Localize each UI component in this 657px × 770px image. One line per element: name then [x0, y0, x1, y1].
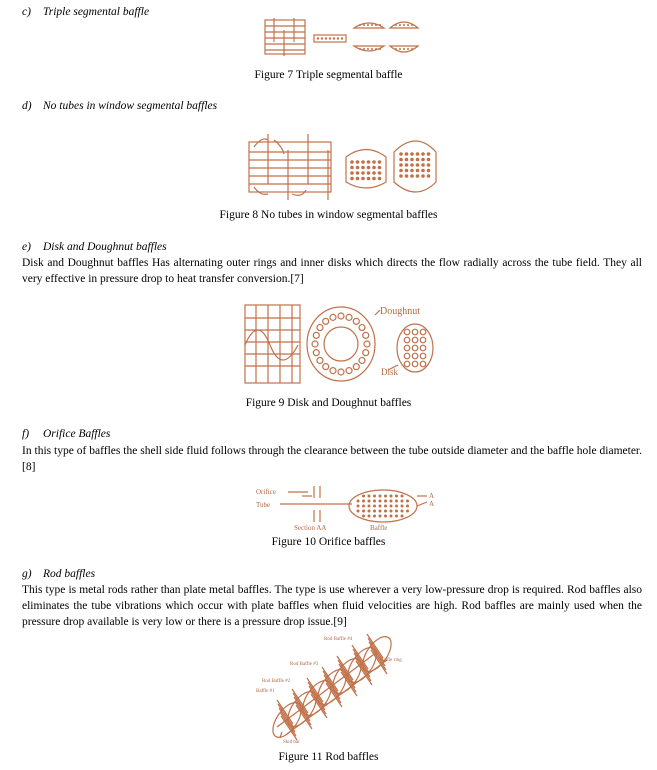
tube-hole: [401, 510, 404, 513]
tube-hole: [395, 500, 398, 503]
tube-hole: [356, 160, 360, 164]
tube-hole: [357, 510, 360, 513]
tube-hole: [420, 337, 426, 343]
figure-7-drawing: [262, 16, 422, 58]
tube-hole: [313, 332, 319, 338]
figure-7-caption: Figure 7 Triple segmental baffle: [254, 69, 403, 81]
tube-hole: [401, 515, 404, 518]
section-number: c): [22, 6, 31, 18]
rod-baffle-3-label: Rod Baffle #3: [290, 662, 319, 667]
rod-baffle-2-label: Rod Baffle #2: [262, 679, 291, 684]
tube-hole: [390, 495, 393, 498]
figure-9-caption: Figure 9 Disk and Doughnut baffles: [245, 397, 412, 409]
tube-hole: [395, 505, 398, 508]
tube-hole: [368, 510, 371, 513]
tube-hole: [427, 174, 431, 178]
section-number: d): [22, 100, 32, 112]
tube-hole: [353, 318, 359, 324]
tube-hole: [378, 171, 382, 175]
tube-hole: [410, 174, 414, 178]
tube-hole: [404, 353, 410, 359]
tube-hole: [399, 158, 403, 162]
tube-hole: [401, 505, 404, 508]
tube-hole: [367, 166, 371, 170]
tube-hole: [356, 166, 360, 170]
tube-hole: [421, 152, 425, 156]
tube-label: Tube: [256, 501, 271, 509]
tube-hole: [372, 171, 376, 175]
tube-hole: [357, 505, 360, 508]
tube-hole: [379, 500, 382, 503]
section-heading-disk-doughnut: [22, 241, 167, 253]
tube-hole: [313, 350, 319, 356]
rod: [324, 675, 340, 699]
tube-hole: [412, 337, 418, 343]
disk-label: Disk: [381, 367, 399, 377]
tube-hole: [356, 171, 360, 175]
tube-hole: [350, 160, 354, 164]
tube-hole: [350, 166, 354, 170]
tube-hole: [399, 163, 403, 167]
doughnut-label: Doughnut: [380, 306, 420, 317]
tube-hole: [421, 174, 425, 178]
tube-hole: [361, 160, 365, 164]
tube-hole: [338, 313, 344, 319]
tube-hole: [367, 177, 371, 181]
tube-hole: [372, 166, 376, 170]
tube-hole: [356, 177, 360, 181]
tube-hole: [410, 152, 414, 156]
tube-hole: [362, 505, 365, 508]
orifice-label: Orifice: [256, 488, 276, 496]
section-heading-orifice: [22, 428, 110, 440]
figure-11-drawing: [252, 632, 417, 747]
tube-hole: [406, 510, 409, 513]
tube-hole: [367, 160, 371, 164]
rod: [309, 686, 325, 710]
tube-hole: [401, 500, 404, 503]
tube-hole: [395, 510, 398, 513]
baffle-ring-label: Baffle ring: [380, 658, 402, 663]
tube-hole: [361, 166, 365, 170]
rod-baffle-4-label: Rod Baffle #4: [324, 637, 353, 642]
tube-hole: [346, 368, 352, 374]
rod: [354, 653, 370, 677]
tube-hole: [379, 515, 382, 518]
tube-hole: [317, 325, 323, 331]
tube-hole: [416, 163, 420, 167]
tube-hole: [368, 495, 371, 498]
tube-hole: [317, 357, 323, 363]
tube-hole: [412, 345, 418, 351]
tube-hole: [363, 332, 369, 338]
section-number: f): [22, 428, 30, 440]
tube-hole: [312, 341, 318, 347]
paragraph-disk-doughnut: Disk and Doughnut baffles Has alternating outer rings and inner disks which directs the flow radially across the tube field. They all very effective in pressure drop to heat transfer conversion.[7]: [22, 257, 642, 285]
tube-hole: [416, 169, 420, 173]
tube-hole: [359, 325, 365, 331]
tube-hole: [405, 163, 409, 167]
figure-10-drawing: [252, 484, 442, 534]
tube-hole: [361, 171, 365, 175]
figure-8-drawing: [246, 132, 441, 202]
tube-hole: [410, 169, 414, 173]
tube-hole: [384, 500, 387, 503]
tube-hole: [404, 361, 410, 367]
section-number: g): [22, 568, 32, 580]
tube-hole: [378, 177, 382, 181]
baffle-label: Baffle: [370, 524, 388, 532]
tube-hole: [373, 505, 376, 508]
rod: [339, 664, 355, 688]
tube-hole: [379, 510, 382, 513]
tube-hole: [373, 515, 376, 518]
section-heading-rod: [22, 568, 95, 580]
tube-hole: [362, 495, 365, 498]
tube-hole: [427, 152, 431, 156]
tube-hole: [405, 174, 409, 178]
tube-hole: [412, 329, 418, 335]
tube-hole: [363, 350, 369, 356]
tube-hole: [390, 515, 393, 518]
tube-hole: [420, 329, 426, 335]
tube-hole: [384, 510, 387, 513]
section-aa-label: Section AA: [294, 524, 327, 532]
tube-hole: [404, 345, 410, 351]
tube-hole: [362, 500, 365, 503]
tube-hole: [410, 163, 414, 167]
section-title: Triple segmental baffle: [43, 6, 150, 18]
tube-hole: [346, 314, 352, 320]
tube-hole: [357, 500, 360, 503]
tube-hole: [427, 163, 431, 167]
section-heading-no-tubes: [22, 100, 217, 112]
section-title: Orifice Baffles: [43, 428, 111, 440]
tube-hole: [338, 369, 344, 375]
tube-hole: [412, 361, 418, 367]
tube-hole: [421, 158, 425, 162]
tube-hole: [372, 177, 376, 181]
tube-hole: [364, 341, 370, 347]
a-label-bottom: A: [429, 500, 435, 508]
tube-hole: [379, 495, 382, 498]
section-title: No tubes in window segmental baffles: [43, 100, 218, 112]
section-number: e): [22, 241, 31, 253]
tube-hole: [378, 160, 382, 164]
tube-hole: [384, 515, 387, 518]
tube-hole: [427, 169, 431, 173]
tube-hole: [421, 169, 425, 173]
a-label-top: A: [429, 492, 435, 500]
tube-hole: [404, 337, 410, 343]
tube-hole: [395, 495, 398, 498]
tube-hole: [368, 505, 371, 508]
tube-hole: [367, 171, 371, 175]
section-title: Disk and Doughnut baffles: [43, 241, 167, 253]
tube-hole: [416, 152, 420, 156]
tube-hole: [379, 505, 382, 508]
tube-hole: [330, 368, 336, 374]
figure-11-caption: Figure 11 Rod baffles: [278, 751, 379, 763]
tube-hole: [373, 510, 376, 513]
paragraph-orifice: In this type of baffles the shell side fluid follows through the clearance between the tube outside diameter and the baffle hole diameter.[8]: [22, 445, 642, 473]
tube-hole: [427, 158, 431, 162]
section-title: Rod baffles: [43, 568, 96, 580]
tube-hole: [323, 318, 329, 324]
tube-hole: [323, 364, 329, 370]
tube-hole: [353, 364, 359, 370]
tube-hole: [362, 515, 365, 518]
tube-hole: [373, 500, 376, 503]
tube-hole: [420, 345, 426, 351]
tube-hole: [350, 171, 354, 175]
tube-hole: [384, 505, 387, 508]
tube-hole: [405, 158, 409, 162]
tube-hole: [405, 169, 409, 173]
tube-hole: [390, 505, 393, 508]
rod-baffle-1-label: Baffle #1: [256, 689, 275, 694]
tube-hole: [368, 515, 371, 518]
tube-hole: [399, 152, 403, 156]
tube-hole: [378, 166, 382, 170]
section-heading-triple: [22, 6, 149, 18]
tube-hole: [395, 515, 398, 518]
tube-hole: [399, 174, 403, 178]
tube-hole: [405, 152, 409, 156]
tube-hole: [350, 177, 354, 181]
tube-hole: [359, 357, 365, 363]
tube-hole: [368, 500, 371, 503]
tube-hole: [420, 353, 426, 359]
tube-hole: [399, 169, 403, 173]
tube-hole: [362, 510, 365, 513]
tube-hole: [384, 495, 387, 498]
tube-hole: [372, 160, 376, 164]
tube-hole: [390, 500, 393, 503]
tube-hole: [410, 158, 414, 162]
tube-hole: [412, 353, 418, 359]
tube-hole: [420, 361, 426, 367]
figure-9-drawing: [240, 300, 440, 390]
paragraph-rod: This type is metal rods rather than plate metal baffles. The type is use wherever a very low-pressure drop is required. Rod baffles also eliminates the tube vibrations which occur with plate baffles when fluid velocities are high. Rod baffles are mainly used when the pressure drop available is very low or there is a pressure drop issue.[9]: [22, 584, 642, 628]
tube-hole: [373, 495, 376, 498]
tube-hole: [404, 329, 410, 335]
tube-hole: [390, 510, 393, 513]
skid-bar-label: Skid bar: [283, 740, 300, 745]
tube-hole: [330, 314, 336, 320]
tube-hole: [416, 174, 420, 178]
figure-8-caption: Figure 8 No tubes in window segmental baffles: [219, 209, 438, 221]
tube-hole: [406, 500, 409, 503]
tube-hole: [416, 158, 420, 162]
tube-hole: [401, 495, 404, 498]
tube-hole: [421, 163, 425, 167]
tube-hole: [361, 177, 365, 181]
tube-hole: [406, 505, 409, 508]
figure-10-caption: Figure 10 Orifice baffles: [271, 536, 386, 548]
